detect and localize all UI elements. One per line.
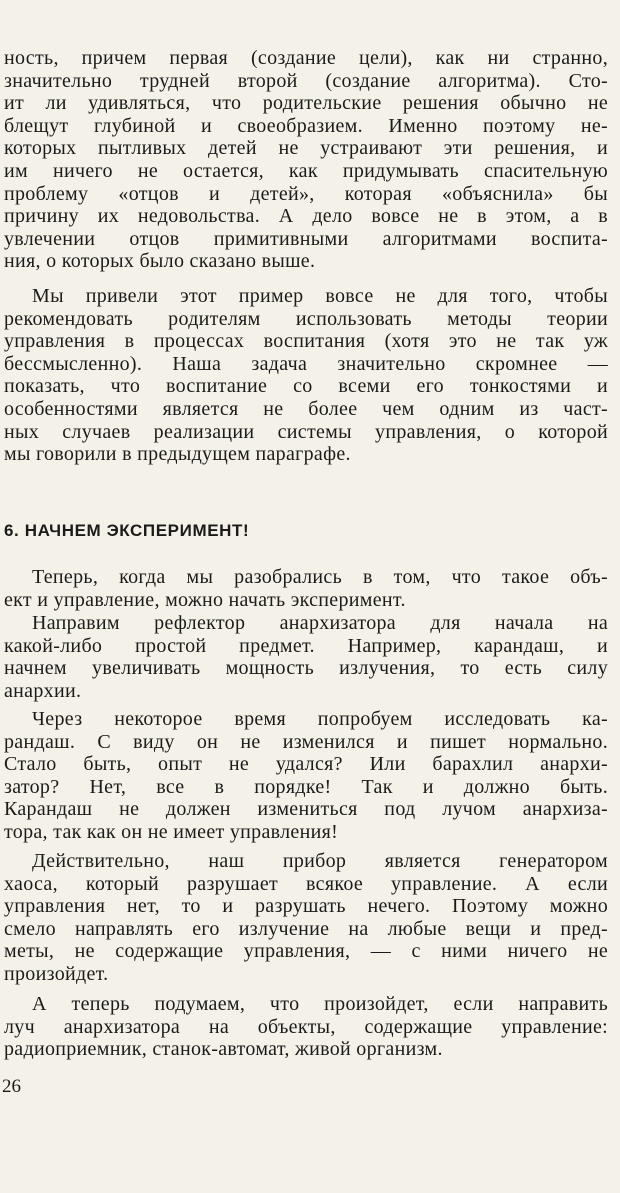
- text-line: хаоса, который разрушает всякое управление. А если: [4, 872, 608, 895]
- paragraph: [4, 47, 608, 273]
- text-line: управления нет, то и разрушать нечего. Поэтому можно: [4, 895, 608, 918]
- text-line: начнем увеличивать мощность излучения, то есть силу: [4, 657, 608, 680]
- text-line: произойдет.: [4, 962, 109, 985]
- text-line: ных случаев реализации системы управления, о которой: [4, 420, 608, 443]
- text-line: Действительно, наш прибор является генератором: [32, 850, 608, 872]
- text-line: Карандаш не должен измениться под лучом анархиза-: [4, 798, 608, 821]
- text-line: Через некоторое время попробуем исследовать ка-: [32, 708, 608, 730]
- text-line: значительно трудней второй (создание алгоритма). Сто-: [4, 69, 608, 92]
- text-line: ект и управление, можно начать эксперимент.: [4, 588, 406, 611]
- text-line: А теперь подумаем, что произойдет, если направить: [32, 993, 608, 1015]
- text-line: мы говорили в предыдущем параграфе.: [4, 443, 351, 466]
- text-line: меты, не содержащие управления, — с ними ничего не: [4, 940, 608, 963]
- text-line: затор? Нет, все в порядке! Так и должно быть.: [4, 775, 608, 798]
- text-line: Теперь, когда мы разобрались в том, что такое объ-: [32, 566, 608, 588]
- text-line: ния, о которых было сказано выше.: [4, 250, 316, 273]
- text-line: особенностями является не более чем одним из част-: [4, 397, 608, 420]
- text-line: ит ли удивляться, что родительские решения обычно не: [4, 92, 608, 115]
- paragraph: [4, 993, 608, 1061]
- text-line: Стало быть, опыт не удался? Или барахлил анархи-: [4, 753, 608, 776]
- text-line: Мы привели этот пример вовсе не для того, чтобы: [32, 285, 608, 307]
- text-line: какой-либо простой предмет. Например, карандаш, и: [4, 634, 608, 657]
- text-line: показать, что воспитание со всеми его тонкостями и: [4, 375, 608, 398]
- paragraph: [4, 612, 608, 702]
- text-line: которых пытливых детей не устраивают эти решения, и: [4, 137, 608, 160]
- text-line: Направим рефлектор анархизатора для начала на: [32, 612, 608, 634]
- text-line: ность, причем первая (создание цели), как ни странно,: [4, 47, 608, 69]
- paragraph: [4, 850, 608, 986]
- text-line: им ничего не остается, как придумывать спасительную: [4, 159, 608, 182]
- text-line: тора, так как он не имеет управления!: [4, 820, 339, 843]
- text-line: причину их недовольства. А дело вовсе не в этом, а в: [4, 205, 608, 228]
- paragraph: [4, 285, 608, 466]
- text-line: проблему «отцов и детей», которая «объяснила» бы: [4, 182, 608, 205]
- text-line: бессмысленно). Наша задача значительно скромнее —: [4, 352, 608, 375]
- text-line: смело направлять его излучение на любые вещи и пред-: [4, 917, 608, 940]
- text-line: рекомендовать родителям использовать методы теории: [4, 307, 608, 330]
- text-line: блещут глубиной и своеобразием. Именно поэтому не-: [4, 114, 608, 137]
- text-line: радиоприемник, станок-автомат, живой организм.: [4, 1038, 443, 1061]
- paragraph: [4, 708, 608, 844]
- text-line: анархии.: [4, 679, 82, 702]
- text-line: рандаш. С виду он не изменился и пишет нормально.: [4, 730, 608, 753]
- section-heading: 6. НАЧНЕМ ЭКСПЕРИМЕНТ!: [4, 521, 250, 540]
- text-line: увлечении отцов примитивными алгоритмами воспита-: [4, 227, 608, 250]
- text-line: управления в процессах воспитания (хотя это не так уж: [4, 330, 608, 353]
- text-line: луч анархизатора на объекты, содержащие управление:: [4, 1015, 608, 1038]
- paragraph: [4, 566, 608, 611]
- page-number: 26: [2, 1076, 21, 1097]
